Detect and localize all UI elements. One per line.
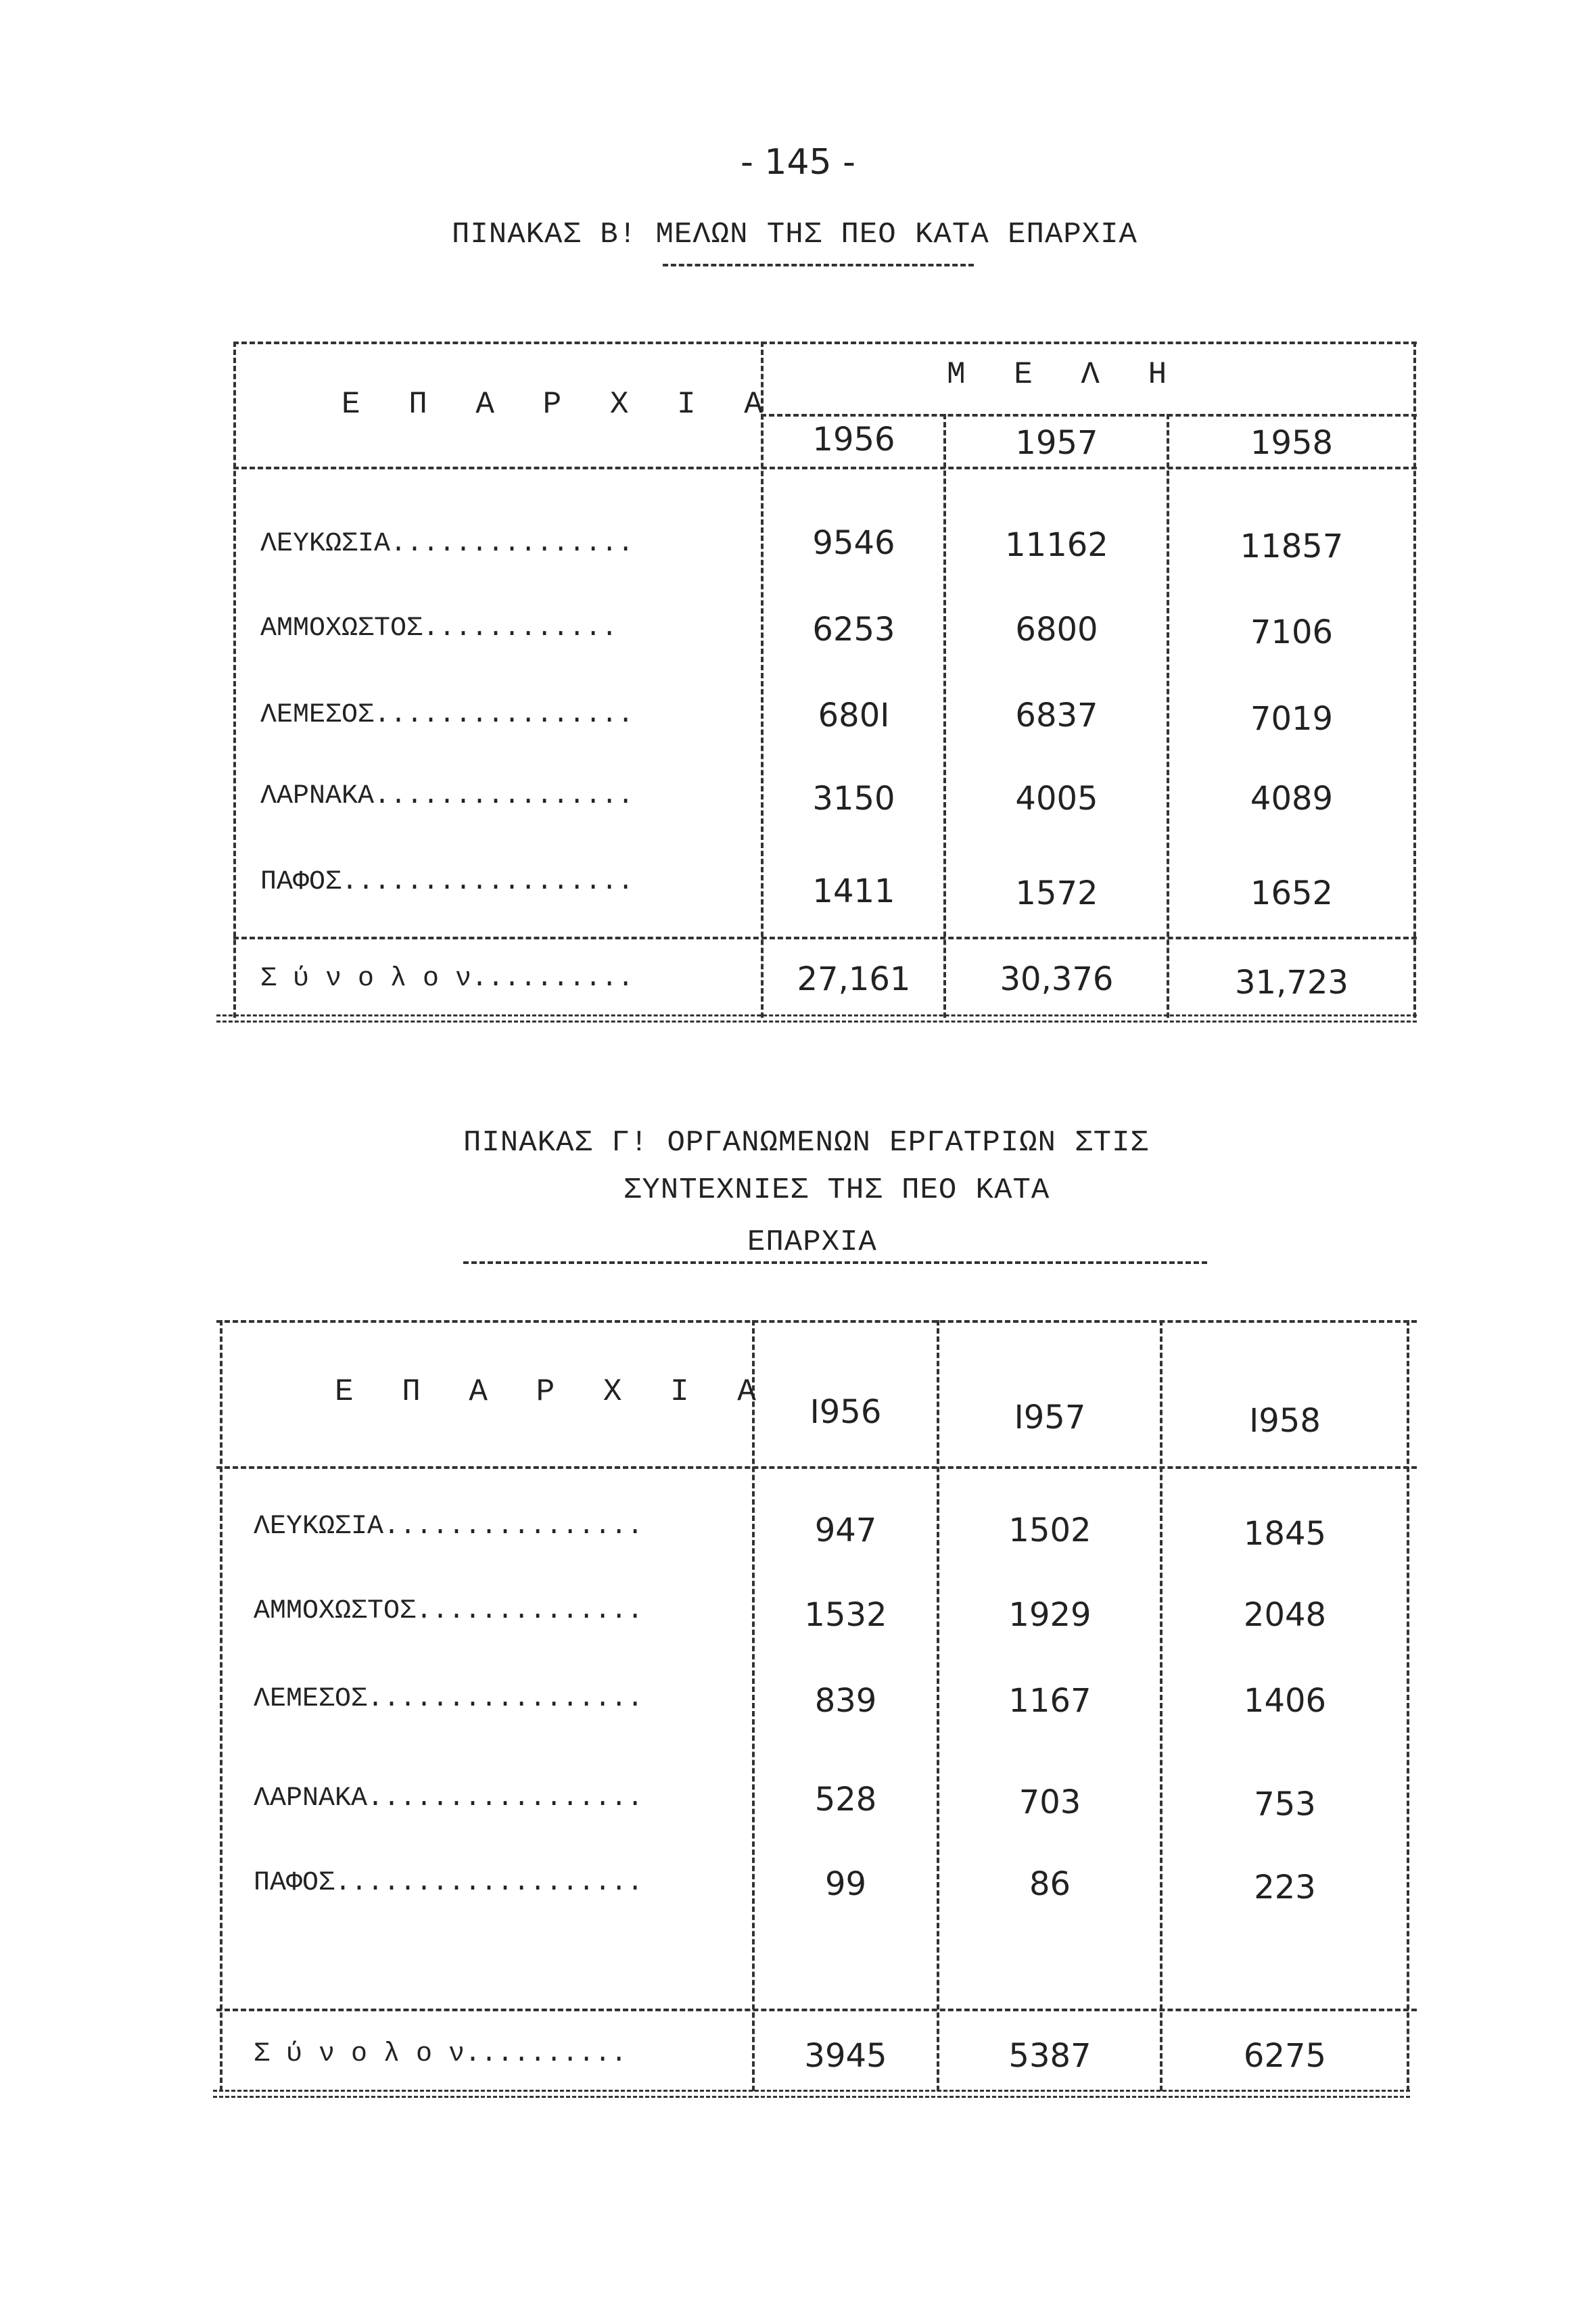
total-rule [216, 2009, 1417, 2011]
header-rule [216, 1466, 1417, 1469]
value-cell: 11162 [1005, 526, 1108, 564]
table-border-right [1407, 1320, 1409, 2091]
total-value: 31,723 [1235, 964, 1348, 1002]
column-divider [761, 342, 764, 1018]
year-header: I958 [1249, 1402, 1321, 1440]
value-cell: 703 [1018, 1783, 1081, 1821]
row-label: ΑΜΜΟΧΩΣΤΟΣ.............. [254, 1596, 644, 1626]
value-cell: 6253 [812, 611, 895, 649]
value-cell: 7106 [1250, 613, 1334, 651]
row-label: ΛΕΜΕΣΟΣ................ [260, 700, 634, 730]
value-cell: 4089 [1250, 780, 1334, 818]
value-cell: 1929 [1008, 1596, 1092, 1634]
value-cell: 528 [814, 1781, 877, 1819]
year-header: 1957 [1015, 424, 1098, 462]
header-district: Ε Π Α Ρ Χ Ι Α [342, 387, 778, 422]
column-divider [943, 414, 946, 1018]
page-number: - 145 - [741, 142, 855, 183]
year-header: I957 [1014, 1399, 1086, 1436]
value-cell: 1845 [1243, 1515, 1327, 1553]
total-value: 3945 [804, 2037, 887, 2075]
value-cell: 6837 [1015, 697, 1098, 734]
value-cell: 99 [824, 1865, 867, 1903]
table-border-bottom [213, 2090, 1410, 2098]
group-header-rule [761, 414, 1417, 417]
value-cell: 680I [818, 697, 890, 734]
column-divider [1167, 414, 1169, 1018]
value-cell: 4005 [1015, 780, 1098, 818]
table-border-top [233, 342, 1417, 344]
year-header: 1956 [812, 421, 895, 459]
table-b-title: ΠΙΝΑΚΑΣ Β! ΜΕΛΩΝ ΤΗΣ ΠΕΟ ΚΑΤΑ ΕΠΑΡΧΙΑ [452, 218, 1137, 252]
total-rule [233, 937, 1417, 939]
total-value: 30,376 [1000, 960, 1114, 998]
row-label: ΛΕΜΕΣΟΣ................. [254, 1684, 644, 1714]
title-underline [463, 1261, 1207, 1264]
value-cell: 3150 [812, 780, 895, 818]
value-cell: 86 [1029, 1865, 1071, 1903]
row-label: ΑΜΜΟΧΩΣΤΟΣ............ [260, 613, 618, 644]
value-cell: 753 [1254, 1785, 1316, 1823]
column-divider [752, 1320, 755, 2091]
row-label: ΛΑΡΝΑΚΑ................. [254, 1783, 644, 1814]
value-cell: 1167 [1008, 1682, 1092, 1720]
value-cell: 1652 [1250, 874, 1334, 912]
value-cell: 223 [1254, 1869, 1316, 1906]
value-cell: 7019 [1250, 700, 1334, 738]
table-border-bottom [216, 1014, 1417, 1023]
row-label: ΛΕΥΚΩΣΙΑ............... [260, 529, 634, 559]
value-cell: 947 [814, 1512, 877, 1549]
table-c-title-line-1: ΠΙΝΑΚΑΣ Γ! ΟΡΓΑΝΩΜΕΝΩΝ ΕΡΓΑΤΡΙΩΝ ΣΤΙΣ [463, 1126, 1149, 1160]
table-border-right [1413, 342, 1416, 1018]
table-c-title-line-2: ΣΥΝΤΕΧΝΙΕΣ ΤΗΣ ΠΕΟ ΚΑΤΑ [624, 1173, 1050, 1207]
row-label: ΛΑΡΝΑΚΑ................ [260, 781, 634, 812]
table-c-title-line-3: ΕΠΑΡΧΙΑ [747, 1225, 877, 1259]
header-members: Μ Ε Λ Η [947, 357, 1182, 392]
total-value: 6275 [1243, 2037, 1327, 2075]
total-value: 27,161 [797, 960, 911, 998]
table-border-left [233, 342, 236, 1018]
table-border-left [220, 1320, 222, 2091]
title-underline [663, 264, 974, 266]
value-cell: 6800 [1015, 611, 1098, 649]
total-label: Σ ύ ν ο λ ο ν.......... [260, 964, 634, 994]
value-cell: 11857 [1240, 528, 1344, 565]
value-cell: 1572 [1015, 874, 1098, 912]
value-cell: 1411 [812, 872, 895, 910]
row-label: ΛΕΥΚΩΣΙΑ................ [254, 1512, 644, 1542]
value-cell: 2048 [1243, 1596, 1327, 1634]
header-rule [233, 467, 1417, 469]
year-header: 1958 [1250, 424, 1334, 462]
row-label: ΠΑΦΟΣ.................. [260, 867, 634, 897]
value-cell: 1406 [1243, 1682, 1327, 1720]
value-cell: 839 [814, 1682, 877, 1720]
total-label: Σ ύ ν ο λ ο ν.......... [254, 2039, 628, 2069]
header-district: Ε Π Α Ρ Χ Ι Α [335, 1374, 771, 1409]
table-border-top [216, 1320, 1417, 1323]
column-divider [937, 1320, 939, 2091]
value-cell: 1502 [1008, 1512, 1092, 1549]
column-divider [1160, 1320, 1163, 2091]
total-value: 5387 [1008, 2037, 1092, 2075]
value-cell: 1532 [804, 1596, 887, 1634]
year-header: I956 [809, 1393, 882, 1431]
value-cell: 9546 [812, 524, 895, 562]
row-label: ΠΑΦΟΣ................... [254, 1868, 644, 1898]
